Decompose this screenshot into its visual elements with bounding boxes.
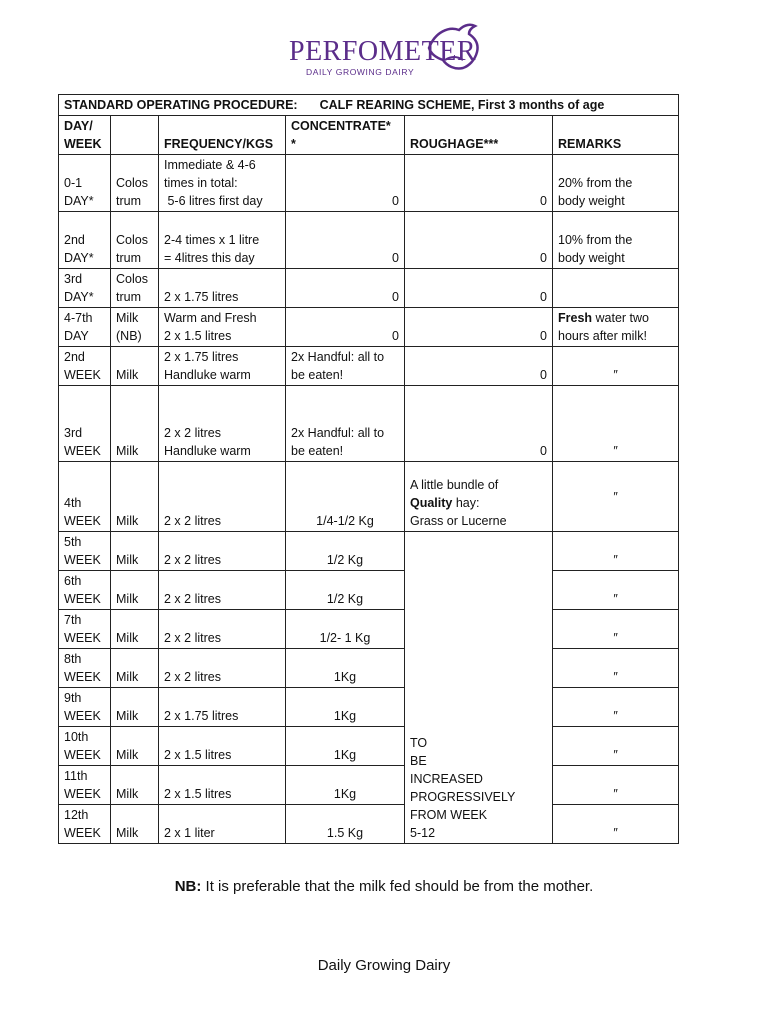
header-remarks: REMARKS: [553, 116, 679, 155]
nb-note: NB: It is preferable that the milk fed should be from the mother.: [174, 878, 594, 895]
calf-rearing-table: [58, 94, 679, 844]
ditto-mark: ″: [553, 386, 679, 462]
ditto-mark: ″: [553, 727, 679, 766]
table-title: STANDARD OPERATING PROCEDURE: CALF REARING SCHEME, First 3 months of age: [59, 95, 679, 116]
table-row: 5th WEEK Milk 2 x 2 litres 1/2 Kg TO BE INCREASED PROGRESSIVELY FROM WEEK 5-12 ″: [59, 532, 679, 571]
table-row: 4-7th DAY Milk (NB) Warm and Fresh 2 x 1.5 litres 0 0 Fresh water two hours after milk!: [59, 308, 679, 347]
ditto-mark: ″: [553, 462, 679, 532]
table-row: 8th WEEK Milk 2 x 2 litres 1Kg ″: [59, 649, 679, 688]
table-row: 2nd WEEK Milk 2 x 1.75 litres Handluke warm 2x Handful: all to be eaten! 0 ″: [59, 347, 679, 386]
header-frequency: FREQUENCY/KGS: [159, 116, 286, 155]
table-row: 10th WEEK Milk 2 x 1.5 litres 1Kg ″: [59, 727, 679, 766]
header-roughage: ROUGHAGE***: [405, 116, 553, 155]
footer-text: Daily Growing Dairy: [317, 957, 451, 974]
ditto-mark: ″: [553, 688, 679, 727]
table-row: 0-1 DAY* Colos trum Immediate & 4-6 times in total: 5-6 litres first day 0 0 20% from the body weight: [59, 155, 679, 212]
cow-head-icon: [425, 20, 481, 72]
table-row: 7th WEEK Milk 2 x 2 litres 1/2- 1 Kg ″: [59, 610, 679, 649]
header-day-week: DAY/ WEEK: [59, 116, 111, 155]
ditto-mark: ″: [553, 766, 679, 805]
ditto-mark: ″: [553, 649, 679, 688]
ditto-mark: ″: [553, 347, 679, 386]
table-row: 3rd DAY* Colos trum 2 x 1.75 litres 0 0: [59, 269, 679, 308]
logo-tagline: DAILY GROWING DAIRY: [306, 67, 415, 77]
logo-brand-text: PERFOMETER: [289, 36, 477, 67]
header-feed: [111, 116, 159, 155]
table-row: 3rd WEEK Milk 2 x 2 litres Handluke warm 2x Handful: all to be eaten! 0 ″: [59, 386, 679, 462]
table-row: 12th WEEK Milk 2 x 1 liter 1.5 Kg ″: [59, 805, 679, 844]
table-title-row: [59, 95, 679, 116]
ditto-mark: ″: [553, 532, 679, 571]
table-row: 9th WEEK Milk 2 x 1.75 litres 1Kg ″: [59, 688, 679, 727]
table-row: 11th WEEK Milk 2 x 1.5 litres 1Kg ″: [59, 766, 679, 805]
perfometer-logo: [283, 18, 483, 80]
table-row: 2nd DAY* Colos trum 2-4 times x 1 litre = 4litres this day 0 0 10% from the body weight: [59, 212, 679, 269]
ditto-mark: ″: [553, 571, 679, 610]
ditto-mark: ″: [553, 805, 679, 844]
header-concentrate: CONCENTRATE* *: [286, 116, 405, 155]
header-row: [59, 116, 679, 155]
table-row: 4th WEEK Milk 2 x 2 litres 1/4-1/2 Kg A little bundle of Quality hay: Grass or Lucerne ″: [59, 462, 679, 532]
ditto-mark: ″: [553, 610, 679, 649]
table-row: 6th WEEK Milk 2 x 2 litres 1/2 Kg ″: [59, 571, 679, 610]
roughage-merged-cell: TO BE INCREASED PROGRESSIVELY FROM WEEK 5-12: [405, 532, 553, 844]
